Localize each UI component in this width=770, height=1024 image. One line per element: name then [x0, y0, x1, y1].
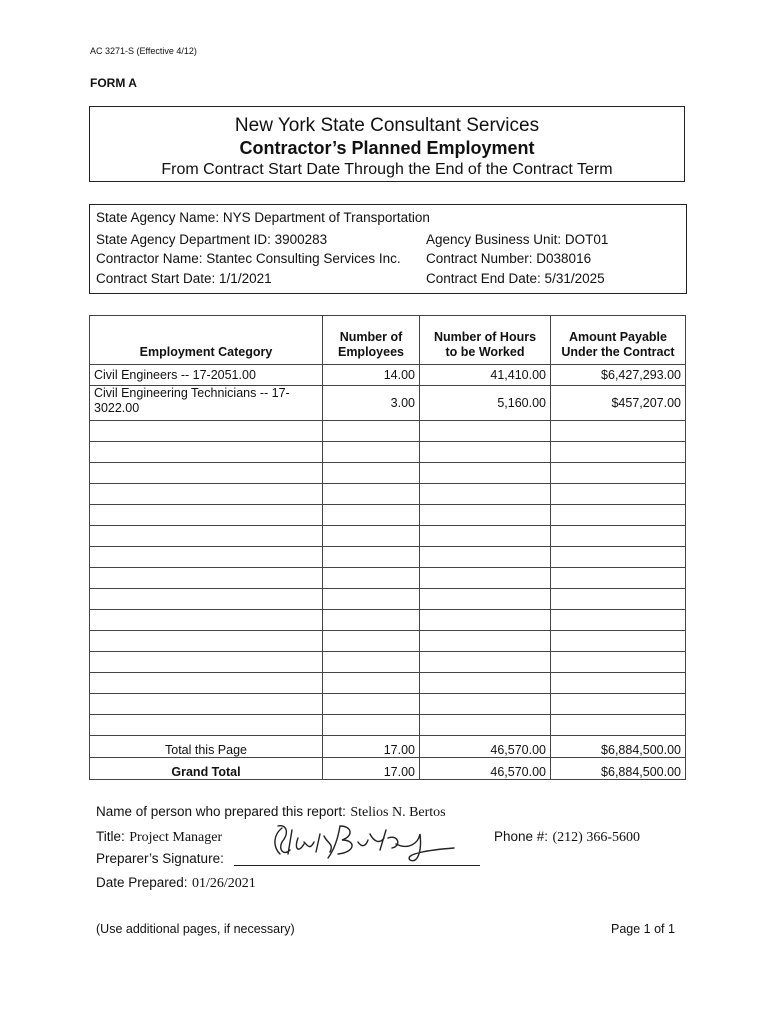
empty-cell	[420, 463, 551, 484]
empty-cell	[90, 484, 323, 505]
empty-cell	[323, 589, 420, 610]
employment-table	[89, 315, 686, 780]
preparer-name-value: Stelios N. Bertos	[350, 805, 446, 820]
header-employees-line2: Employees	[337, 345, 404, 359]
preparer-title-value: Project Manager	[129, 830, 223, 845]
empty-cell	[420, 715, 551, 736]
empty-cell	[420, 610, 551, 631]
header-hours-line1: Number of Hours	[433, 330, 537, 344]
empty-cell	[420, 526, 551, 547]
empty-cell	[323, 631, 420, 652]
header-amount	[551, 316, 686, 365]
signature-label: Preparer’s Signature:	[96, 851, 224, 866]
empty-table-row	[90, 526, 686, 547]
empty-cell	[90, 421, 323, 442]
title-box	[89, 106, 685, 182]
empty-cell	[420, 547, 551, 568]
empty-cell	[323, 547, 420, 568]
header-employees-line1: Number of	[339, 330, 403, 344]
total-page-amount: $6,884,500.00	[551, 736, 686, 758]
total-page-row	[90, 736, 686, 758]
title-line-2: Contractor’s Planned Employment	[239, 138, 535, 158]
empty-cell	[323, 694, 420, 715]
empty-cell	[551, 568, 686, 589]
empty-cell	[90, 505, 323, 526]
preparer-name-line	[96, 803, 446, 821]
grand-total-amount: $6,884,500.00	[551, 758, 686, 780]
header-hours-line2: to be Worked	[445, 345, 525, 359]
contract-info-box	[89, 204, 687, 294]
empty-table-row	[90, 694, 686, 715]
empty-cell	[90, 715, 323, 736]
preparer-phone-label: Phone #:	[494, 829, 549, 844]
empty-cell	[90, 442, 323, 463]
empty-cell	[90, 463, 323, 484]
grand-total-employees: 17.00	[323, 758, 420, 780]
form-code: AC 3271-S (Effective 4/12)	[90, 46, 197, 56]
empty-cell	[323, 568, 420, 589]
row-hours: 41,410.00	[420, 365, 551, 386]
empty-table-row	[90, 463, 686, 484]
empty-cell	[323, 526, 420, 547]
empty-cell	[90, 526, 323, 547]
form-label: FORM A	[90, 76, 137, 90]
row-employees: 14.00	[323, 365, 420, 386]
empty-cell	[551, 652, 686, 673]
empty-cell	[90, 568, 323, 589]
title-line-1: New York State Consultant Services	[234, 115, 540, 136]
contract-end-date: Contract End Date: 5/31/2025	[426, 271, 605, 286]
empty-cell	[90, 631, 323, 652]
total-page-label: Total this Page	[90, 736, 323, 758]
table-row	[90, 386, 686, 421]
empty-cell	[323, 463, 420, 484]
empty-cell	[90, 673, 323, 694]
empty-cell	[551, 526, 686, 547]
empty-cell	[323, 673, 420, 694]
date-prepared-line	[96, 874, 256, 892]
empty-table-row	[90, 589, 686, 610]
empty-cell	[420, 631, 551, 652]
empty-cell	[551, 505, 686, 526]
date-prepared-value: 01/26/2021	[192, 876, 256, 891]
header-hours	[420, 316, 551, 365]
empty-cell	[551, 673, 686, 694]
contract-number: Contract Number: D038016	[426, 251, 592, 266]
empty-cell	[420, 652, 551, 673]
empty-table-row	[90, 568, 686, 589]
empty-cell	[420, 505, 551, 526]
empty-table-row	[90, 421, 686, 442]
header-amount-line2: Under the Contract	[561, 345, 675, 359]
empty-rows	[90, 421, 686, 736]
empty-cell	[420, 442, 551, 463]
row-amount: $6,427,293.00	[551, 365, 686, 386]
empty-cell	[551, 421, 686, 442]
contract-start-date: Contract Start Date: 1/1/2021	[96, 271, 272, 286]
handwritten-signature	[268, 820, 458, 868]
empty-table-row	[90, 484, 686, 505]
empty-table-row	[90, 547, 686, 568]
empty-cell	[551, 463, 686, 484]
empty-cell	[551, 610, 686, 631]
preparer-phone-value: (212) 366-5600	[552, 830, 640, 845]
preparer-title-line	[96, 828, 222, 846]
total-page-hours: 46,570.00	[420, 736, 551, 758]
empty-cell	[551, 631, 686, 652]
grand-total-row	[90, 758, 686, 780]
empty-table-row	[90, 505, 686, 526]
preparer-phone-line	[494, 828, 640, 846]
empty-cell	[420, 673, 551, 694]
total-page-employees: 17.00	[323, 736, 420, 758]
additional-pages-note: (Use additional pages, if necessary)	[96, 922, 295, 936]
empty-cell	[90, 694, 323, 715]
row-amount: $457,207.00	[551, 386, 686, 421]
empty-cell	[90, 652, 323, 673]
empty-table-row	[90, 631, 686, 652]
empty-cell	[551, 442, 686, 463]
empty-cell	[420, 421, 551, 442]
empty-cell	[420, 568, 551, 589]
grand-total-hours: 46,570.00	[420, 758, 551, 780]
department-id: State Agency Department ID: 3900283	[96, 232, 328, 247]
header-category: Employment Category	[90, 316, 323, 365]
empty-cell	[323, 715, 420, 736]
business-unit: Agency Business Unit: DOT01	[426, 232, 609, 247]
empty-cell	[323, 421, 420, 442]
empty-cell	[90, 610, 323, 631]
date-prepared-label: Date Prepared:	[96, 875, 188, 890]
empty-table-row	[90, 442, 686, 463]
empty-cell	[323, 484, 420, 505]
empty-cell	[323, 442, 420, 463]
empty-cell	[420, 484, 551, 505]
empty-cell	[551, 484, 686, 505]
row-hours: 5,160.00	[420, 386, 551, 421]
empty-table-row	[90, 673, 686, 694]
preparer-name-label: Name of person who prepared this report:	[96, 804, 346, 819]
empty-table-row	[90, 652, 686, 673]
page-number: Page 1 of 1	[611, 922, 675, 936]
empty-cell	[323, 505, 420, 526]
grand-total-label: Grand Total	[90, 758, 323, 780]
agency-name: State Agency Name: NYS Department of Transportation	[96, 210, 430, 225]
empty-cell	[90, 547, 323, 568]
row-category: Civil Engineering Technicians -- 17-3022.00	[90, 386, 323, 421]
empty-cell	[323, 610, 420, 631]
empty-cell	[551, 694, 686, 715]
table-header-row	[90, 316, 686, 365]
empty-cell	[551, 589, 686, 610]
table-row	[90, 365, 686, 386]
empty-cell	[323, 652, 420, 673]
empty-cell	[551, 715, 686, 736]
row-employees: 3.00	[323, 386, 420, 421]
row-category: Civil Engineers -- 17-2051.00	[90, 365, 323, 386]
title-line-3: From Contract Start Date Through the End of the Contract Term	[161, 161, 613, 178]
header-employees	[323, 316, 420, 365]
empty-cell	[551, 547, 686, 568]
empty-table-row	[90, 715, 686, 736]
contractor-name: Contractor Name: Stantec Consulting Services Inc.	[96, 251, 401, 266]
empty-cell	[90, 589, 323, 610]
header-amount-line1: Amount Payable	[569, 330, 667, 344]
empty-cell	[420, 589, 551, 610]
empty-table-row	[90, 610, 686, 631]
preparer-title-label: Title:	[96, 829, 125, 844]
empty-cell	[420, 694, 551, 715]
